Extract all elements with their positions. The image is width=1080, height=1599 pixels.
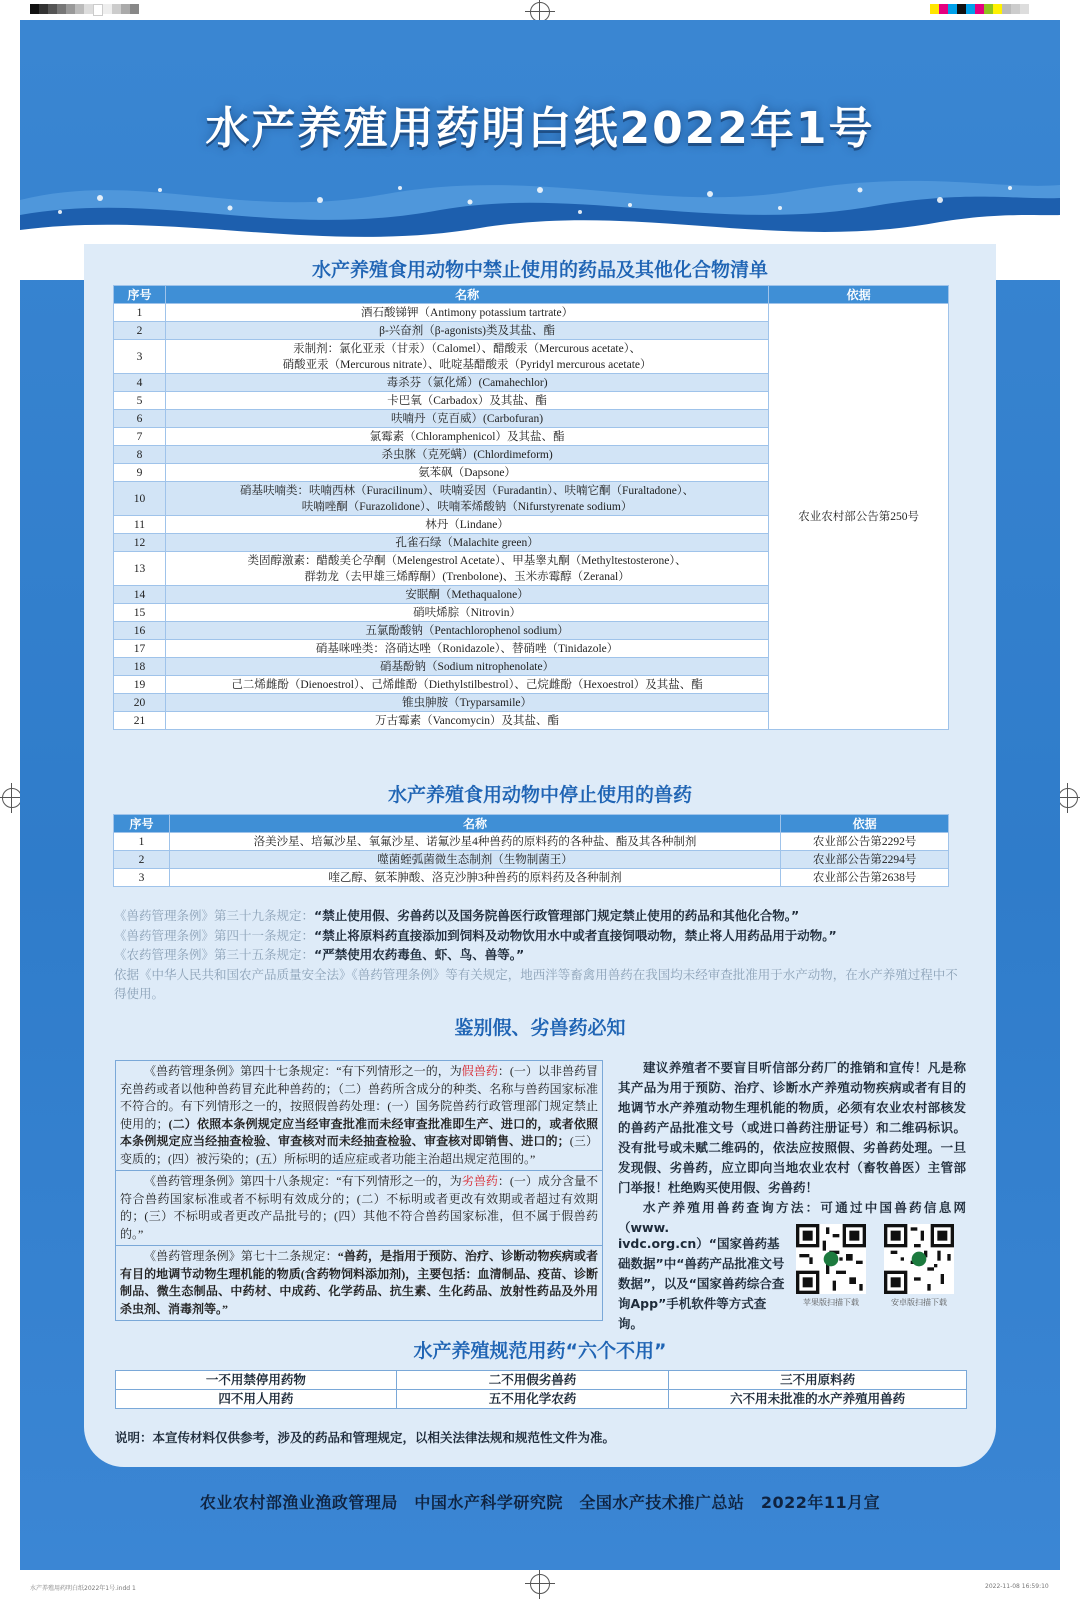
fake-drug-clause — [116, 1061, 602, 1170]
clause-bold: (二）依照本条例规定应当经审查批准而未经审查批准即生产、进口的，或者依照本条例规定应当经抽查检验、审查核对而未经抽查检验、审查核对即销售、进口的； — [120, 1116, 598, 1148]
row-no: 19 — [114, 676, 166, 694]
row-name: 氯霉素（Chloramphenicol）及其盐、酯 — [165, 428, 768, 446]
regulation-line — [114, 945, 966, 965]
row-name: β-兴奋剂（β-agonists)类及其盐、酯 — [165, 322, 768, 340]
clause-bold: “兽药，是指用于预防、治疗、诊断动物疾病或者有目的地调节动物生理机能的物质(含药物饲料添加剂)，主要包括：血清制品、疫苗、诊断制品、微生态制品、中药材、中成药、化学药品、抗生素、生化药品、放射性药品及外用杀虫剂、消毒剂等。” — [120, 1249, 598, 1316]
six-no-table — [115, 1370, 967, 1409]
regulation-text: “严禁使用农药毒鱼、虾、鸟、兽等。” — [314, 947, 525, 962]
row-name: 五氯酚酸钠（Pentachlorophenol sodium） — [165, 622, 768, 640]
row-name: 硝基咪唑类：洛硝达唑（Ronidazole）、替硝唑（Tinidazole） — [165, 640, 768, 658]
row-name-line1: 硝基呋喃类：呋喃西林（Furacilinum）、呋喃妥因（Furadantin）、呋喃它酮（Furaltadone）、 — [239, 484, 695, 497]
col-header-name: 名称 — [169, 815, 780, 833]
query-method: ivdc.org.cn）“国家兽药基础数据”中“兽药产品批准文号数据”，以及“国家兽药综合查询App”手机软件等方式查询。 — [618, 1236, 785, 1331]
inferior-drug-clause — [116, 1170, 602, 1245]
color-bar — [930, 4, 1029, 14]
fake-drug-term: 假兽药 — [461, 1064, 498, 1078]
row-name: 毒杀芬（氯化烯）(Camahechlor) — [165, 374, 768, 392]
six-no-item: 二不用假劣兽药 — [396, 1371, 668, 1390]
row-name: 硝基酚钠（Sodium nitrophenolate） — [165, 658, 768, 676]
row-name: 林丹（Lindane） — [165, 516, 768, 534]
crop-mark-top — [530, 2, 550, 22]
clause-text: 《兽药管理条例》第七十二条规定： — [144, 1249, 338, 1263]
disclaimer: 说明：本宣传材料仅供参考，涉及的药品和管理规定，以相关法律法规和规范性文件为准。 — [115, 1430, 616, 1445]
table-row — [114, 833, 949, 851]
row-name-line1: 类固醇激素：醋酸美仑孕酮（Melengestrol Acetate）、甲基睾丸酮（Methyltestosterone）、 — [247, 554, 687, 567]
row-no: 18 — [114, 658, 166, 676]
row-name — [165, 552, 768, 586]
row-no: 10 — [114, 482, 166, 516]
six-no-item: 四不用人用药 — [116, 1390, 397, 1409]
stopped-list-title: 水产养殖食用动物中停止使用的兽药 — [387, 784, 692, 806]
row-name-line2: 硝酸亚汞（Mercurous nitrate）、吡啶基醋酸汞（Pyridyl mercurous acetate） — [282, 358, 652, 371]
row-no: 11 — [114, 516, 166, 534]
row-name — [165, 340, 768, 374]
regulation-line — [114, 926, 966, 946]
clause-text: 《兽药管理条例》第四十八条规定：“有下列情形之一的，为 — [144, 1174, 462, 1188]
six-no-item: 六不用未批准的水产养殖用兽药 — [669, 1390, 967, 1409]
row-name-line2: 呋喃唑酮（Furazolidone）、呋喃苯烯酸钠（Nifurstyrenate sodium） — [301, 500, 633, 513]
row-no: 14 — [114, 586, 166, 604]
regulation-line — [114, 906, 966, 926]
regulation-text: “禁止将原料药直接添加到饲料及动物饮用水中或者直接饲喂动物，禁止将人用药品用于动物。” — [314, 927, 837, 943]
col-header-basis: 依据 — [781, 815, 949, 833]
qr-code-ios[interactable] — [796, 1224, 866, 1294]
banned-basis: 农业农村部公告第250号 — [769, 304, 949, 730]
row-no: 3 — [114, 340, 166, 374]
table-row — [114, 869, 949, 887]
stopped-table — [113, 814, 949, 887]
table-row — [116, 1371, 967, 1390]
row-no: 13 — [114, 552, 166, 586]
row-no: 6 — [114, 410, 166, 428]
row-basis: 农业部公告第2294号 — [781, 851, 949, 869]
advice-text: 建议养殖者不要盲目听信部分药厂的推销和宣传！凡是称其产品为用于预防、治疗、诊断水产养殖动物疾病或者有目的地调节水产养殖动物生理机能的物质，必须有农业农村部核发的兽药产品批准文号（或进口兽药注册证号）和二维码标识。没有批号或未赋二维码的，依法应按照假、劣兽药处理。一旦发现假、劣兽药，应立即向当地农业农村（畜牧兽医）主管部门举报！杜绝购买使用假、劣兽药！ — [618, 1060, 966, 1195]
row-no: 20 — [114, 694, 166, 712]
row-name-line1: 汞制剂：氯化亚汞（甘汞）（Calomel）、醋酸汞（Mercurous acetate）、 — [293, 342, 641, 355]
row-no: 1 — [114, 833, 170, 851]
row-name: 洛美沙星、培氟沙星、氧氟沙星、诺氟沙星4种兽药的原料药的各种盐、酯及其各种制剂 — [169, 833, 780, 851]
issuer-footer: 农业农村部渔业渔政管理局 中国水产科学研究院 全国水产技术推广总站 2022年11月宣 — [199, 1493, 881, 1512]
row-no: 15 — [114, 604, 166, 622]
row-name: 呋喃丹（克百威）(Carbofuran) — [165, 410, 768, 428]
six-no-item: 五不用化学农药 — [396, 1390, 668, 1409]
col-header-no: 序号 — [114, 286, 166, 304]
table-row — [114, 851, 949, 869]
crop-mark-bottom — [530, 1574, 550, 1594]
identify-title: 鉴别假、劣兽药必知 — [454, 1017, 626, 1039]
regulation-text: “禁止使用假、劣兽药以及国务院兽医行政管理部门规定禁止使用的药品和其他化合物。” — [314, 908, 800, 923]
qr-caption-android: 安卓版扫描下载 — [891, 1298, 947, 1307]
poster-title: 水产养殖用药明白纸2022年1号 — [205, 103, 875, 154]
print-timestamp: 2022-11-08 16:59:10 — [985, 1583, 1049, 1590]
row-no: 17 — [114, 640, 166, 658]
clause-text: 《兽药管理条例》第四十七条规定：“有下列情形之一的，为 — [144, 1064, 462, 1078]
row-basis: 农业部公告第2638号 — [781, 869, 949, 887]
crop-mark-left — [2, 788, 22, 808]
row-name: 卡巴氧（Carbadox）及其盐、酯 — [165, 392, 768, 410]
regulation-source: 《兽药管理条例》第三十九条规定： — [114, 908, 315, 923]
drug-definition-clause — [116, 1245, 602, 1320]
row-no: 2 — [114, 322, 166, 340]
row-no: 5 — [114, 392, 166, 410]
clause-text: ：(一）成分含量不符合兽药国家标准或者不标明有效成分的；(二）不标明或者更改有效期或者超过有效期的；(三）不标明或者更改产品批号的；(四）其他不符合兽药国家标准，但不属于假兽药的。” — [120, 1174, 598, 1241]
regulation-source: 《农药管理条例》第三十五条规定： — [114, 947, 315, 962]
six-no-title: 水产养殖规范用药“六个不用” — [413, 1340, 667, 1362]
identify-box — [115, 1060, 603, 1321]
row-name: 安眠酮（Methaqualone） — [165, 586, 768, 604]
clause-text: ：(一）以非兽药冒充兽药或者以他种兽药冒充此种兽药的；（二）兽药所含成分的种类、名称与兽药国家标准不符合的。有下列情形之一的，按照假兽药处理：(一）国务院兽药行政管理部门规定禁止使用的； — [120, 1064, 598, 1131]
row-no: 12 — [114, 534, 166, 552]
row-no: 16 — [114, 622, 166, 640]
table-row — [114, 304, 949, 322]
row-no: 2 — [114, 851, 170, 869]
regulations-block — [114, 906, 966, 1004]
banned-list-title: 水产养殖食用动物中禁止使用的药品及其他化合物清单 — [311, 259, 768, 281]
table-row — [116, 1390, 967, 1409]
six-no-item: 一不用禁停用药物 — [116, 1371, 397, 1390]
row-name: 喹乙醇、氨苯胂酸、洛克沙胂3种兽药的原料药及各种制剂 — [169, 869, 780, 887]
row-no: 4 — [114, 374, 166, 392]
row-name: 硝呋烯腙（Nitrovin） — [165, 604, 768, 622]
print-file-label: 水产养殖用药明白纸2022年1号.indd 1 — [30, 1585, 136, 1592]
row-name: 噬菌蛭弧菌微生态制剂（生物制菌王） — [169, 851, 780, 869]
row-name: 孔雀石绿（Malachite green） — [165, 534, 768, 552]
row-no: 7 — [114, 428, 166, 446]
six-no-item: 三不用原料药 — [669, 1371, 967, 1390]
qr-code-android[interactable] — [884, 1224, 954, 1294]
row-no: 21 — [114, 712, 166, 730]
row-name: 万古霉素（Vancomycin）及其盐、酯 — [165, 712, 768, 730]
row-name-line2: 群勃龙（去甲雄三烯醇酮）(Trenbolone)、玉米赤霉醇（Zeranal） — [304, 570, 630, 583]
row-no: 9 — [114, 464, 166, 482]
qr-caption-ios: 苹果版扫描下载 — [803, 1298, 859, 1307]
row-name: 己二烯雌酚（Dienoestrol）、己烯雌酚（Diethylstilbestrol）、己烷雌酚（Hexoestrol）及其盐、酯 — [165, 676, 768, 694]
regulation-source: 《兽药管理条例》第四十一条规定： — [114, 927, 315, 943]
query-head: 水产养殖用兽药查询方法：可通过中国兽药信息网（www. — [618, 1200, 966, 1235]
row-no: 8 — [114, 446, 166, 464]
inferior-drug-term: 劣兽药 — [461, 1174, 498, 1188]
crop-mark-right — [1058, 788, 1078, 808]
row-name: 锥虫胂胺（Tryparsamile） — [165, 694, 768, 712]
row-no: 1 — [114, 304, 166, 322]
row-name: 氨苯砜（Dapsone） — [165, 464, 768, 482]
advice-block — [618, 1058, 966, 1238]
clause-text: (三）变质的；(四）被污染的；(五）所标明的适应症或者功能主治超出规定范围的。” — [120, 1134, 598, 1166]
row-name: 酒石酸锑钾（Antimony potassium tartrate） — [165, 304, 768, 322]
grayscale-bar — [30, 4, 139, 14]
row-basis: 农业部公告第2292号 — [781, 833, 949, 851]
col-header-basis: 依据 — [769, 286, 949, 304]
row-name — [165, 482, 768, 516]
row-name: 杀虫脒（克死螨）(Chlordimeform) — [165, 446, 768, 464]
col-header-no: 序号 — [114, 815, 170, 833]
col-header-name: 名称 — [165, 286, 768, 304]
row-no: 3 — [114, 869, 170, 887]
law-note: 依据《中华人民共和国农产品质量安全法》《兽药管理条例》等有关规定，地西泮等畜禽用兽药在我国均未经审查批准用于水产动物，在水产养殖过程中不得使用。 — [114, 966, 958, 1001]
banned-table — [113, 285, 949, 730]
